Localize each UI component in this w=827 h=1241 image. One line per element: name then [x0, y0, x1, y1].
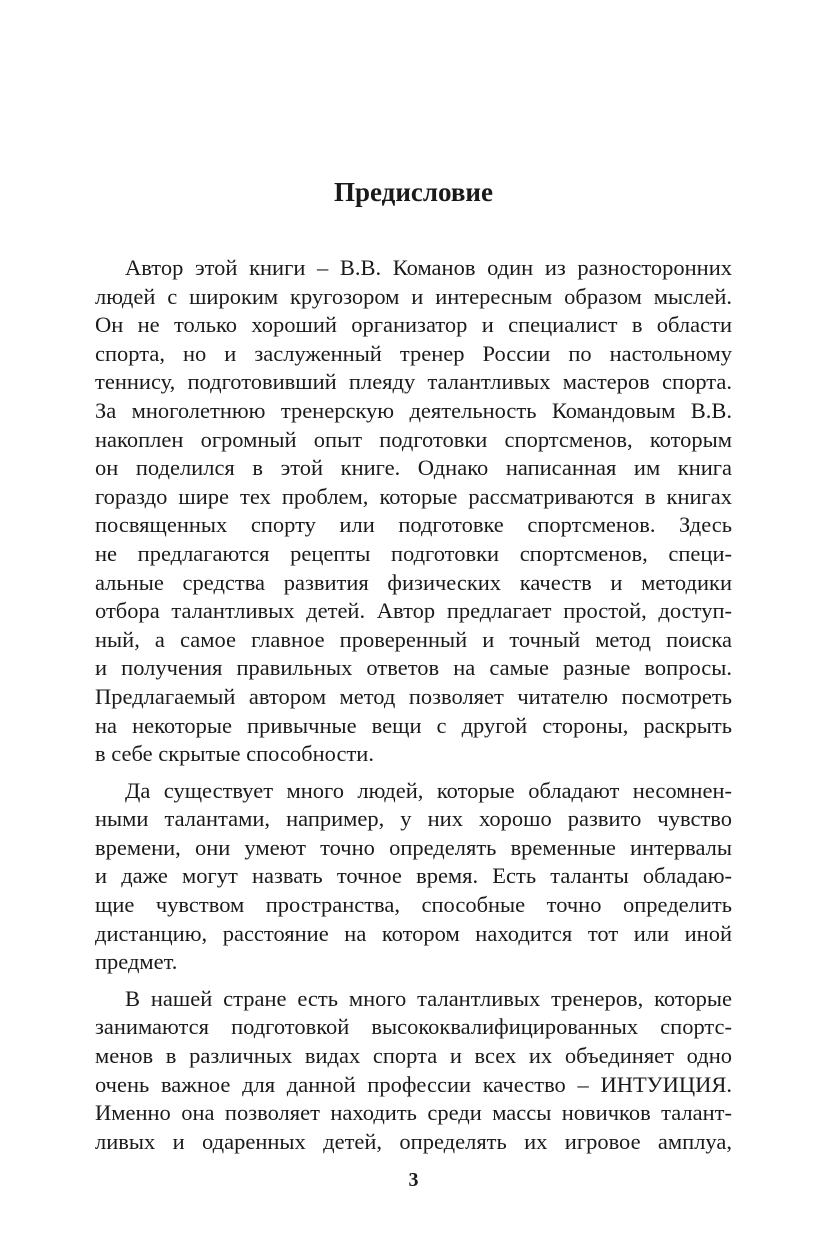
text-line: щие чувством пространства, способные точно определить — [95, 892, 732, 918]
text-line: Предлагаемый автором метод позволяет читателю посмотреть — [95, 683, 732, 709]
text-line: в себе скрытые способности. — [95, 741, 374, 767]
text-line: альные средства развития физических качеств и методики — [95, 569, 732, 595]
text-line: теннису, подготовивший плеяду талантливых мастеров спорта. — [95, 369, 732, 395]
paragraph — [95, 985, 732, 1157]
text-line: Он не только хороший организатор и специалист в области — [95, 312, 732, 338]
text-line: очень важное для данной профессии качество – ИНТУИЦИЯ. — [95, 1071, 732, 1097]
text-line: на некоторые привычные вещи с другой стороны, раскрыть — [95, 712, 732, 738]
text-line: ливых и одаренных детей, определять их игровое амплуа, — [95, 1128, 732, 1154]
text-line: предмет. — [95, 949, 178, 975]
text-line: не предлагаются рецепты подготовки спортсменов, специ- — [95, 540, 732, 566]
text-line: Именно она позволяет находить среди массы новичков талант- — [95, 1100, 732, 1126]
text-line: В нашей стране есть много талантливых тренеров, которые — [125, 985, 732, 1011]
preface-body — [95, 254, 732, 1156]
text-line: гораздо шире тех проблем, которые рассматриваются в книгах — [95, 483, 732, 509]
paragraph — [95, 777, 732, 977]
text-line: отбора талантливых детей. Автор предлагает простой, доступ- — [95, 598, 732, 624]
text-line: дистанцию, расстояние на котором находится тот или иной — [95, 920, 732, 946]
text-line: За многолетнюю тренерскую деятельность Командовым В.В. — [95, 397, 732, 423]
text-line: и получения правильных ответов на самые разные вопросы. — [95, 655, 732, 681]
paragraph-gap — [95, 769, 732, 777]
text-line: времени, они умеют точно определять временные интервалы — [95, 834, 732, 860]
paragraph-gap — [95, 977, 732, 985]
text-line: менов в различных видах спорта и всех их объединяет одно — [95, 1043, 732, 1069]
text-line: накоплен огромный опыт подготовки спортсменов, которым — [95, 426, 732, 452]
text-line: занимаются подготовкой высококвалифицированных спортс- — [95, 1014, 732, 1040]
text-line: Автор этой книги – В.В. Команов один из разносторонних — [125, 255, 732, 280]
page-number: 3 — [408, 1169, 419, 1191]
text-line: Да существует много людей, которые обладают несомнен- — [125, 777, 732, 803]
text-line: спорта, но и заслуженный тренер России по настольному — [95, 340, 732, 366]
text-line: ный, а самое главное проверенный и точный метод поиска — [95, 626, 732, 652]
paragraph — [95, 254, 732, 769]
text-line: и даже могут назвать точное время. Есть таланты обладаю- — [95, 863, 732, 889]
text-line: посвященных спорту или подготовке спортсменов. Здесь — [95, 512, 732, 538]
text-line: людей с широким кругозором и интересным образом мыслей. — [95, 283, 732, 309]
text-line: ными талантами, например, у них хорошо развито чувство — [95, 806, 732, 832]
page-title: Предисловие — [334, 177, 493, 207]
text-line: он поделился в этой книге. Однако написанная им книга — [95, 455, 732, 481]
